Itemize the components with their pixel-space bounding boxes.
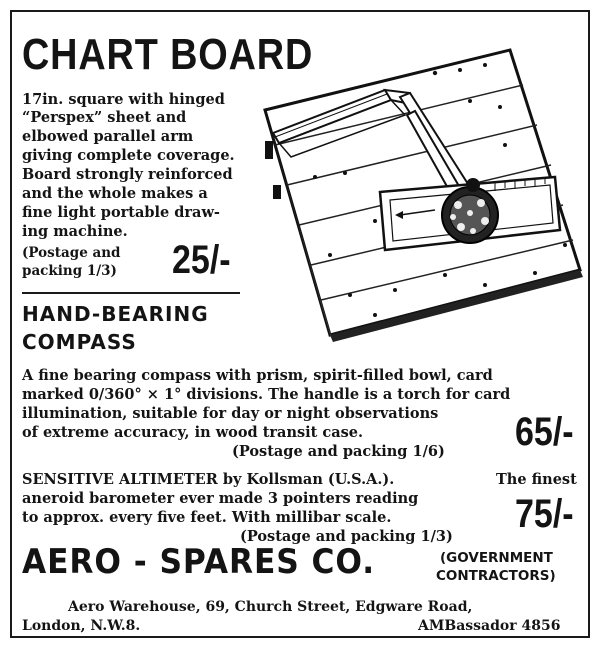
- address-line: London, N.W.8.: [22, 618, 141, 634]
- chart-board-line: elbowed parallel arm: [22, 128, 194, 145]
- altimeter-finest: The finest: [496, 471, 577, 488]
- government-contractors: (GOVERNMENT: [440, 550, 553, 566]
- chart-board-price: 25/-: [172, 238, 231, 282]
- chart-board-line: 17in. square with hinged: [22, 91, 225, 108]
- compass-heading: HAND-BEARING: [22, 302, 209, 326]
- compass-line: illumination, suitable for day or night observations: [22, 405, 439, 422]
- altimeter-postage: (Postage and packing 1/3): [240, 528, 453, 545]
- chart-board-line: fine light portable draw-: [22, 204, 220, 221]
- chart-board-line: “Perspex” sheet and: [22, 109, 187, 126]
- chart-board-line: ing machine.: [22, 223, 128, 240]
- altimeter-line: aneroid barometer ever made 3 pointers reading: [22, 490, 419, 507]
- phone-number: AMBassador 4856: [418, 618, 561, 634]
- altimeter-line: to approx. every five feet. With millibar scale.: [22, 509, 392, 526]
- chart-board-postage: (Postage and: [22, 245, 121, 261]
- compass-line: A fine bearing compass with prism, spirit-filled bowl, card: [22, 367, 493, 384]
- compass-price: 65/-: [515, 410, 574, 454]
- chart-board-line: and the whole makes a: [22, 185, 208, 202]
- compass-heading: COMPASS: [22, 330, 137, 354]
- altimeter-price: 75/-: [515, 492, 574, 536]
- chart-board-postage: packing 1/3): [22, 263, 117, 279]
- ad-title: CHART BOARD: [22, 30, 314, 79]
- chart-board-illustration: [255, 45, 585, 345]
- compass-postage: (Postage and packing 1/6): [232, 443, 445, 460]
- compass-line: marked 0/360° × 1° divisions. The handle is a torch for card: [22, 386, 511, 403]
- compass-line: of extreme accuracy, in wood transit case.: [22, 424, 364, 441]
- company-name: AERO - SPARES CO.: [22, 542, 376, 582]
- government-contractors: CONTRACTORS): [436, 568, 556, 584]
- address-line: Aero Warehouse, 69, Church Street, Edgware Road,: [68, 599, 473, 615]
- section-divider: [22, 292, 240, 294]
- chart-board-line: Board strongly reinforced: [22, 166, 233, 183]
- chart-board-line: giving complete coverage.: [22, 147, 235, 164]
- altimeter-line: SENSITIVE ALTIMETER by Kollsman (U.S.A.).: [22, 471, 395, 488]
